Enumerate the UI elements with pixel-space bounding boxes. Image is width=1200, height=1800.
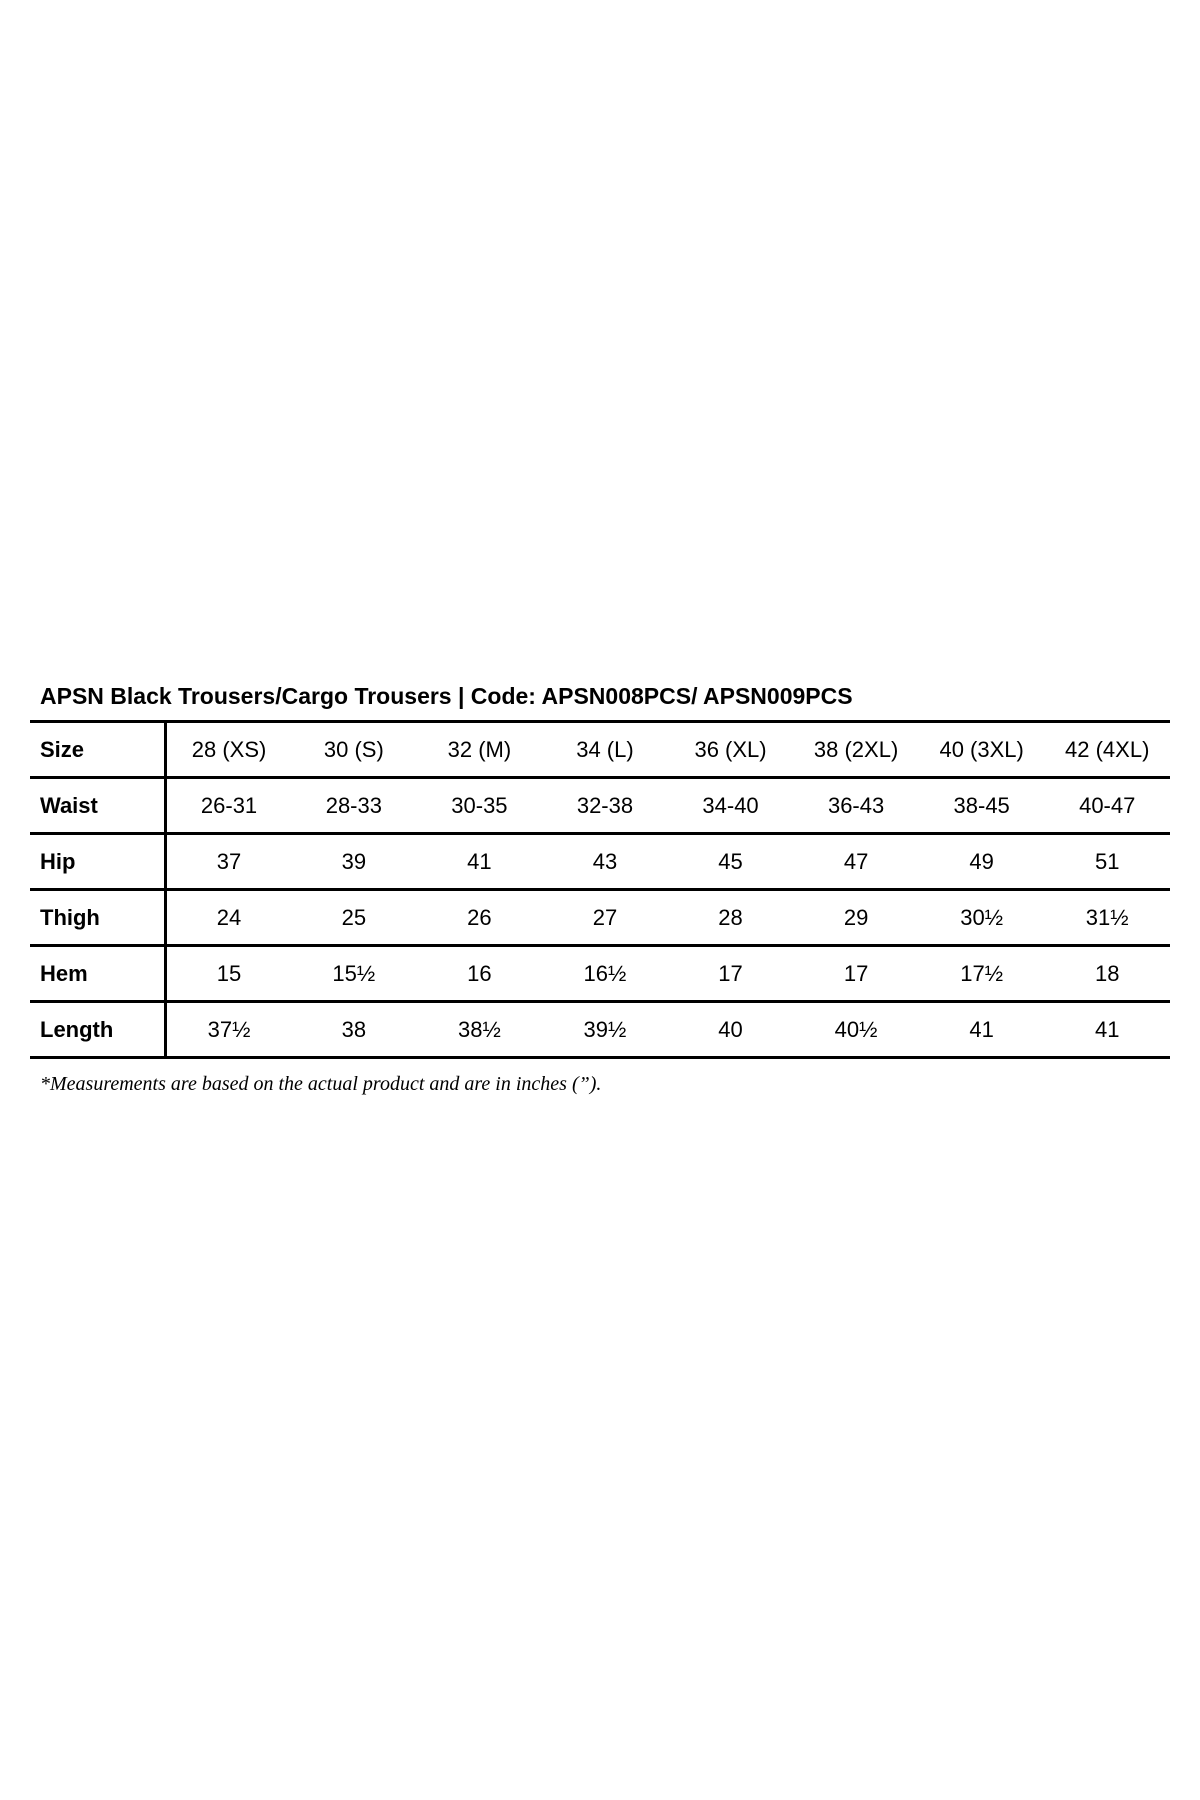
table-cell: 26-31 [200, 792, 258, 818]
table-cell: 41 [467, 848, 492, 874]
row-label: Length [30, 1002, 166, 1058]
row-label: Waist [30, 778, 166, 834]
size-header-cell: 28 (XS) [191, 736, 267, 762]
table-cell: 38 [341, 1016, 367, 1042]
row-label: Hem [30, 946, 166, 1002]
table-row-waist [30, 778, 1170, 834]
table-cell: 15½ [332, 960, 376, 986]
table-cell: 15 [216, 960, 242, 986]
table-cell: 37 [216, 848, 242, 874]
table-cell: 43 [592, 848, 618, 874]
size-header-cell: 42 (4XL) [1065, 736, 1150, 762]
table-cell: 41 [969, 1016, 994, 1042]
table-cell: 38-45 [953, 792, 1010, 818]
table-cell: 34-40 [702, 792, 759, 818]
table-cell: 38½ [457, 1016, 501, 1042]
chart-title: APSN Black Trousers/Cargo Trousers | Code: APSN008PCS/ APSN009PCS [40, 683, 853, 709]
size-chart [30, 682, 1170, 1096]
table-cell: 31½ [1085, 904, 1129, 930]
table-row-size [30, 722, 1170, 778]
table-cell: 29 [843, 904, 869, 930]
table-cell: 45 [718, 848, 743, 874]
size-header-cell: 30 (S) [323, 736, 384, 762]
table-cell: 16 [467, 960, 492, 986]
table-cell: 24 [216, 904, 242, 930]
measurement-footnote: *Measurements are based on the actual product and are in inches (”). [40, 1073, 602, 1095]
table-cell: 17 [718, 960, 743, 986]
size-header-cell: 36 (XL) [694, 736, 767, 762]
table-cell: 25 [341, 904, 367, 930]
size-header-cell: 38 (2XL) [813, 736, 899, 762]
table-row-hem [30, 946, 1170, 1002]
size-header-cell: 34 (L) [576, 736, 634, 762]
table-cell: 47 [843, 848, 869, 874]
table-row-hip [30, 834, 1170, 890]
table-cell: 17 [843, 960, 869, 986]
table-cell: 16½ [583, 960, 627, 986]
row-label: Thigh [30, 890, 166, 946]
table-row-length [30, 1002, 1170, 1058]
table-cell: 49 [969, 848, 994, 874]
table-cell: 27 [592, 904, 618, 930]
table-cell: 40½ [834, 1016, 878, 1042]
table-cell: 28 [718, 904, 743, 930]
table-cell: 37½ [207, 1016, 251, 1042]
table-cell: 40-47 [1079, 792, 1136, 818]
table-cell: 51 [1094, 848, 1120, 874]
table-cell: 39½ [583, 1016, 627, 1042]
table-row-thigh [30, 890, 1170, 946]
table-cell: 41 [1094, 1016, 1120, 1042]
table-cell: 36-43 [827, 792, 885, 818]
row-label: Hip [30, 834, 166, 890]
table-cell: 32-38 [576, 792, 634, 818]
table-cell: 17½ [960, 960, 1004, 986]
table-cell: 18 [1094, 960, 1120, 986]
row-label: Size [30, 722, 166, 778]
table-cell: 30-35 [451, 792, 508, 818]
table-cell: 30½ [960, 904, 1004, 930]
table-cell: 40 [718, 1016, 743, 1042]
size-header-cell: 40 (3XL) [939, 736, 1024, 762]
table-cell: 28-33 [325, 792, 382, 818]
table-cell: 39 [341, 848, 367, 874]
size-table [30, 720, 1170, 1059]
table-cell: 26 [467, 904, 492, 930]
size-header-cell: 32 (M) [447, 736, 512, 762]
